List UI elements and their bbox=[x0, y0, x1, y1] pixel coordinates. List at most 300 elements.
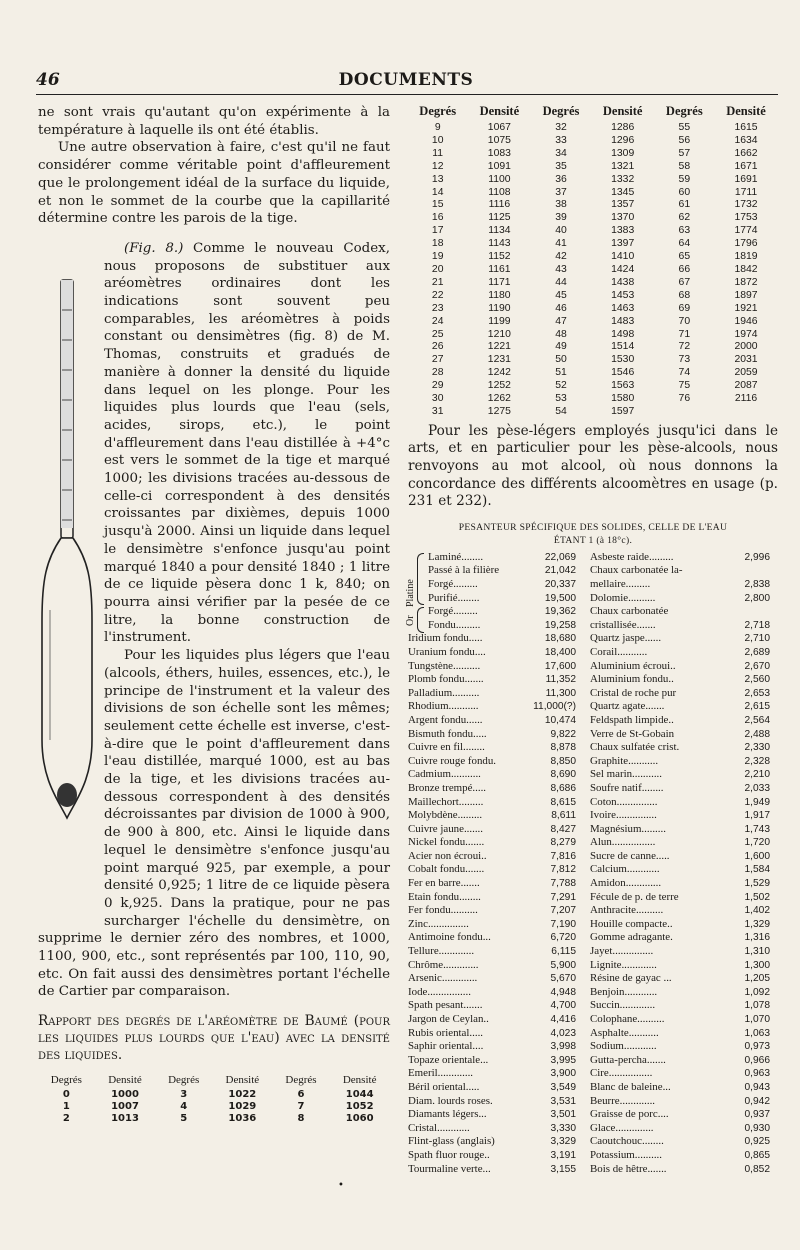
table-row bbox=[408, 741, 778, 755]
table-cell: Diamants légers... bbox=[408, 1108, 487, 1121]
table-cell: 69 bbox=[678, 302, 691, 314]
table-cell: 1044 bbox=[345, 1089, 374, 1101]
table-cell: 56 bbox=[678, 134, 691, 146]
table-cell: 0,865 bbox=[744, 1149, 770, 1161]
table-cell: Sucre de canne..... bbox=[590, 849, 670, 862]
table-cell: Corail........... bbox=[590, 645, 648, 658]
table-row bbox=[408, 863, 778, 877]
rapport-title bbox=[38, 1013, 390, 1064]
table-row bbox=[408, 755, 778, 769]
table-cell: 1662 bbox=[734, 147, 758, 159]
table-cell: 11,000(?) bbox=[533, 701, 576, 713]
table-cell: Aluminium fondu.. bbox=[590, 673, 674, 686]
table-cell: 1252 bbox=[487, 380, 511, 392]
table-cell: 1897 bbox=[734, 289, 758, 301]
or-brace bbox=[417, 607, 424, 633]
table-cell: 18,680 bbox=[544, 633, 576, 645]
table-cell: 2,996 bbox=[744, 551, 770, 563]
table-row bbox=[408, 135, 778, 148]
table-cell: 1286 bbox=[611, 122, 635, 133]
table-cell: 1463 bbox=[611, 302, 635, 314]
table-header-row bbox=[38, 1074, 390, 1089]
table-row bbox=[408, 225, 778, 238]
table-cell: 1921 bbox=[734, 302, 758, 314]
col-header: Densité bbox=[225, 1074, 260, 1087]
table-cell: 55 bbox=[678, 122, 691, 133]
table-row bbox=[408, 551, 778, 565]
table-row bbox=[408, 796, 778, 810]
table-cell: 1083 bbox=[487, 147, 511, 159]
table-cell: Nickel fondu....... bbox=[408, 836, 485, 849]
table-cell: 1453 bbox=[611, 289, 635, 301]
small-table-body bbox=[38, 1089, 390, 1125]
table-cell: 37 bbox=[555, 186, 567, 198]
table-cell: 2,710 bbox=[744, 633, 770, 645]
table-cell: 0,942 bbox=[744, 1095, 770, 1107]
table-cell: Tourmaline verte... bbox=[408, 1162, 491, 1175]
table-cell: Cire................ bbox=[590, 1067, 653, 1080]
table-cell: Passé à la filière bbox=[428, 564, 500, 577]
table-cell: 42 bbox=[555, 251, 567, 263]
table-cell: 71 bbox=[678, 328, 691, 340]
table-cell: 1,310 bbox=[744, 946, 770, 958]
table-cell: 1262 bbox=[487, 393, 511, 405]
table-cell: mellaire......... bbox=[590, 578, 651, 590]
table-cell: 1067 bbox=[487, 122, 511, 133]
table-cell: 7,190 bbox=[550, 918, 576, 930]
figure-block bbox=[38, 240, 390, 1001]
table-cell: 10,474 bbox=[544, 714, 576, 726]
table-cell: 8,279 bbox=[550, 837, 576, 849]
table-cell: 20 bbox=[431, 263, 444, 275]
table-cell: 49 bbox=[555, 341, 567, 353]
table-cell: 60 bbox=[678, 186, 691, 198]
table-cell: 1210 bbox=[487, 328, 511, 340]
table-cell: Bronze trempé..... bbox=[408, 781, 487, 794]
table-cell: cristallisée....... bbox=[590, 618, 656, 631]
table-cell: 2,800 bbox=[744, 592, 770, 604]
col-header: Degrés bbox=[665, 104, 703, 118]
table-cell: 65 bbox=[678, 251, 691, 263]
table-cell: 7,788 bbox=[550, 878, 576, 890]
col-header: Densité bbox=[479, 104, 520, 118]
table-cell: 46 bbox=[555, 302, 567, 314]
table-cell: 47 bbox=[555, 315, 567, 327]
table-row bbox=[408, 238, 778, 251]
table-cell: Rubis oriental..... bbox=[408, 1026, 484, 1039]
table-cell: Fécule de p. de terre bbox=[590, 890, 679, 903]
table-cell: 1108 bbox=[488, 186, 511, 198]
table-row bbox=[408, 782, 778, 796]
table-cell: 1161 bbox=[488, 263, 511, 275]
table-row bbox=[408, 303, 778, 316]
table-row bbox=[408, 290, 778, 303]
table-cell: 1872 bbox=[734, 276, 758, 288]
table-row bbox=[408, 341, 778, 354]
table-cell: Cuivre en fil........ bbox=[408, 741, 485, 754]
table-cell: 72 bbox=[678, 341, 691, 353]
table-row bbox=[408, 891, 778, 905]
table-row bbox=[408, 673, 778, 687]
table-row bbox=[38, 1089, 390, 1101]
table-cell: 2 bbox=[62, 1113, 70, 1125]
table-cell: Diam. lourds roses. bbox=[408, 1094, 493, 1107]
table-row bbox=[408, 1149, 778, 1163]
table-cell: Cobalt fondu....... bbox=[408, 863, 485, 876]
table-cell: 4 bbox=[180, 1101, 188, 1113]
table-cell: 2087 bbox=[734, 380, 758, 392]
table-cell: Feldspath limpide.. bbox=[590, 713, 674, 726]
table-cell: 32 bbox=[555, 122, 567, 133]
table-cell: 1974 bbox=[734, 328, 758, 340]
table-row bbox=[408, 836, 778, 850]
table-cell: 62 bbox=[678, 212, 691, 224]
table-cell: Argent fondu...... bbox=[408, 713, 483, 726]
table-row bbox=[408, 148, 778, 161]
rapport-title-text: Rapport des degrés de l'aréomètre de Baumé (pour les liquides plus lourds que l'eau) avec la densité des liquides. bbox=[38, 1013, 390, 1064]
table-cell: 41 bbox=[555, 238, 567, 250]
table-cell: 1,329 bbox=[744, 918, 770, 930]
table-cell: 1332 bbox=[611, 173, 635, 185]
table-cell: 1,600 bbox=[744, 850, 770, 862]
table-cell: 1546 bbox=[611, 367, 635, 379]
table-cell: 50 bbox=[555, 354, 567, 366]
table-cell: Arsenic............. bbox=[408, 972, 478, 985]
table-row bbox=[408, 199, 778, 212]
specific-gravity-title bbox=[408, 521, 778, 547]
table-cell: Tungstène.......... bbox=[408, 659, 481, 672]
table-cell: 76 bbox=[678, 393, 691, 405]
table-cell: 8,427 bbox=[550, 823, 576, 835]
table-cell: 0,943 bbox=[744, 1081, 770, 1093]
table-cell bbox=[724, 605, 778, 619]
table-cell: Saphir oriental.... bbox=[408, 1040, 484, 1053]
table-cell: 21 bbox=[431, 276, 444, 288]
table-cell: 7,207 bbox=[550, 905, 576, 917]
table-row bbox=[408, 660, 778, 674]
table-row bbox=[408, 972, 778, 986]
table-cell: 1753 bbox=[734, 212, 758, 224]
paragraph-1: ne sont vrais qu'autant qu'on expérimente à la température à laquelle ils ont été établis. bbox=[38, 105, 390, 138]
table-row bbox=[408, 918, 778, 932]
table-cell: 8,615 bbox=[550, 796, 576, 808]
table-cell: 1,502 bbox=[744, 891, 770, 903]
table-cell: Laminé........ bbox=[428, 550, 484, 563]
table-cell: Etain fondu........ bbox=[408, 890, 481, 903]
table-cell: 0,852 bbox=[744, 1163, 770, 1175]
table-cell bbox=[655, 406, 714, 419]
table-cell: 2059 bbox=[734, 367, 758, 379]
table-cell: Spath fluor rouge.. bbox=[408, 1148, 490, 1161]
table-cell: 2,330 bbox=[744, 742, 770, 754]
table-cell: 8,690 bbox=[550, 769, 576, 781]
table-cell: 34 bbox=[555, 147, 567, 159]
table-cell: Soufre natif........ bbox=[590, 781, 664, 794]
table-cell: 18,400 bbox=[544, 646, 576, 658]
table-cell: Antimoine fondu... bbox=[408, 931, 491, 944]
table-cell: 1634 bbox=[734, 134, 758, 146]
table-cell: 11 bbox=[432, 147, 444, 159]
table-row bbox=[408, 646, 778, 660]
table-cell: Verre de St-Gobain bbox=[590, 727, 675, 740]
header-rule bbox=[36, 94, 778, 95]
table-cell: 1275 bbox=[487, 405, 511, 417]
table-cell: 0,937 bbox=[744, 1109, 770, 1121]
table-cell: Glace.............. bbox=[590, 1121, 654, 1134]
table-cell: 1296 bbox=[611, 134, 635, 146]
page-mark: • bbox=[338, 1180, 344, 1191]
table-cell: Maillechort......... bbox=[408, 795, 484, 808]
table-cell: Bismuth fondu..... bbox=[408, 727, 487, 740]
table-cell: Fer fondu.......... bbox=[408, 904, 478, 917]
table-cell bbox=[714, 406, 778, 419]
table-cell: 3 bbox=[180, 1089, 188, 1101]
table-cell: 16 bbox=[431, 212, 444, 224]
table-cell: Lignite............. bbox=[590, 958, 657, 971]
table-cell: Chaux sulfatée crist. bbox=[590, 741, 680, 754]
table-cell: 43 bbox=[555, 263, 567, 275]
table-cell: 8,850 bbox=[550, 755, 576, 767]
table-row bbox=[408, 768, 778, 782]
table-cell: 26 bbox=[431, 341, 444, 353]
table-cell: 1357 bbox=[611, 199, 635, 211]
table-cell: 18 bbox=[431, 238, 444, 250]
table-cell: 31 bbox=[431, 405, 444, 417]
table-cell: 8,686 bbox=[550, 782, 576, 794]
table-cell: 67 bbox=[678, 276, 691, 288]
table-cell: 1410 bbox=[611, 251, 635, 263]
table-cell: 1242 bbox=[487, 367, 511, 379]
table-cell: 2,488 bbox=[744, 728, 770, 740]
table-cell: 8 bbox=[297, 1113, 305, 1125]
table-cell: 59 bbox=[678, 173, 691, 185]
table-cell: 66 bbox=[678, 263, 691, 275]
table-cell: Acier non écroui.. bbox=[408, 849, 487, 862]
table-cell: 3,900 bbox=[550, 1068, 576, 1080]
table-cell: 1231 bbox=[487, 354, 511, 366]
table-cell: 39 bbox=[555, 212, 567, 224]
table-cell: 1,917 bbox=[744, 810, 770, 822]
table-cell: Potassium.......... bbox=[590, 1148, 663, 1161]
table-cell: 61 bbox=[678, 199, 691, 211]
table-cell: 0,966 bbox=[744, 1054, 770, 1066]
table-row bbox=[408, 1040, 778, 1054]
table-cell: 1075 bbox=[487, 134, 511, 146]
table-cell: 3,501 bbox=[550, 1109, 576, 1121]
table-cell: 19 bbox=[431, 251, 444, 263]
table-cell: 1,300 bbox=[744, 959, 770, 971]
table-cell: Aluminium écroui.. bbox=[590, 659, 676, 672]
page-number: 46 bbox=[36, 70, 60, 90]
table-cell: Béril oriental..... bbox=[408, 1080, 480, 1093]
table-cell: 1946 bbox=[734, 315, 758, 327]
figure-ref: (Fig. 8.) bbox=[124, 240, 184, 256]
table-cell: 1,092 bbox=[744, 986, 770, 998]
table-cell: 1125 bbox=[488, 212, 511, 224]
table-cell: 9,822 bbox=[550, 728, 576, 740]
table-cell: Dolomie.......... bbox=[590, 591, 656, 604]
col-header: Degrés bbox=[285, 1074, 317, 1087]
table-cell: 0,963 bbox=[744, 1068, 770, 1080]
platine-label: Platine bbox=[405, 579, 416, 607]
table-row bbox=[408, 687, 778, 701]
table-cell: 24 bbox=[431, 315, 444, 327]
col-header: Degrés bbox=[168, 1074, 200, 1087]
table-cell: 1774 bbox=[734, 225, 758, 237]
table-header-row bbox=[408, 104, 778, 122]
table-cell: 15 bbox=[431, 199, 444, 211]
col-header: Densité bbox=[726, 104, 766, 118]
table-cell: Fondu......... bbox=[428, 618, 481, 631]
table-row bbox=[408, 1135, 778, 1149]
table-cell: 4,700 bbox=[550, 1000, 576, 1012]
table-cell: 19,258 bbox=[544, 619, 576, 631]
table-cell: 51 bbox=[555, 367, 567, 379]
table-cell: 45 bbox=[555, 289, 567, 301]
table-cell: 38 bbox=[555, 199, 567, 211]
table-cell: 68 bbox=[678, 289, 691, 301]
table-row bbox=[408, 728, 778, 742]
table-row bbox=[408, 1054, 778, 1068]
table-cell: 57 bbox=[678, 147, 691, 159]
table-cell: 3,155 bbox=[550, 1163, 576, 1175]
table-cell: 2,689 bbox=[744, 646, 770, 658]
table-row bbox=[408, 1095, 778, 1109]
table-cell: 3,995 bbox=[550, 1054, 576, 1066]
table-cell: 22,069 bbox=[544, 551, 576, 563]
platine-brace bbox=[417, 553, 424, 605]
table-cell: 1,078 bbox=[744, 1000, 770, 1012]
densimeter-illustration bbox=[38, 270, 96, 830]
table-row bbox=[408, 700, 778, 714]
table-cell: Ivoire............... bbox=[590, 809, 657, 822]
col-header: Degrés bbox=[542, 104, 580, 118]
table-cell: Anthracite.......... bbox=[590, 904, 664, 917]
table-cell: 2,718 bbox=[744, 619, 770, 631]
table-cell: 1732 bbox=[734, 199, 758, 211]
table-cell: Cuivre rouge fondu. bbox=[408, 754, 497, 767]
table-cell: 17,600 bbox=[544, 660, 576, 672]
table-cell: 1,070 bbox=[744, 1014, 770, 1025]
table-row bbox=[408, 714, 778, 728]
table-cell: Emeril............. bbox=[408, 1067, 474, 1080]
table-cell: 2,838 bbox=[744, 579, 770, 590]
table-cell: 6,115 bbox=[551, 946, 576, 958]
table-cell: 1007 bbox=[111, 1101, 139, 1113]
table-row bbox=[408, 619, 778, 633]
table-row bbox=[408, 986, 778, 1000]
table-cell: 1691 bbox=[734, 173, 758, 185]
table-cell: 75 bbox=[678, 380, 691, 392]
table-cell: 4,023 bbox=[550, 1027, 576, 1039]
table-cell: Fer en barre....... bbox=[408, 877, 480, 890]
table-cell: 1000 bbox=[111, 1089, 139, 1101]
main-table-body bbox=[408, 122, 778, 419]
table-cell: 1563 bbox=[611, 380, 635, 392]
table-cell: 2000 bbox=[734, 341, 758, 353]
table-cell: 0,973 bbox=[744, 1041, 770, 1053]
table-cell: 1013 bbox=[111, 1113, 139, 1125]
table-cell: Zinc............... bbox=[408, 917, 469, 930]
table-cell: 1615 bbox=[734, 122, 758, 133]
table-cell: 1796 bbox=[734, 238, 758, 250]
table-cell: 19,362 bbox=[544, 606, 576, 618]
table-cell: 1424 bbox=[611, 263, 635, 275]
table-cell: 27 bbox=[431, 354, 444, 366]
table-cell: 2,564 bbox=[744, 714, 770, 726]
table-cell: 21,042 bbox=[544, 565, 576, 577]
table-cell: Forgé......... bbox=[428, 578, 478, 590]
specific-gravity-title-line-1: PESANTEUR SPÉCIFIQUE DES SOLIDES, CELLE DE L'EAU bbox=[458, 521, 728, 533]
table-cell: 1199 bbox=[488, 315, 511, 327]
specific-gravity-block bbox=[405, 550, 778, 1176]
page-header bbox=[36, 70, 776, 92]
left-column bbox=[38, 104, 390, 1125]
table-cell: Calcium............ bbox=[590, 863, 660, 876]
table-cell: 3,191 bbox=[550, 1149, 576, 1161]
table-cell bbox=[724, 564, 778, 578]
table-cell: 0 bbox=[62, 1089, 70, 1101]
specific-gravity-body bbox=[408, 551, 778, 1176]
table-cell: 3,330 bbox=[550, 1122, 576, 1134]
table-cell: Cuivre jaune....... bbox=[408, 822, 484, 835]
table-cell: Plomb fondu....... bbox=[408, 673, 484, 686]
table-cell: 13 bbox=[431, 173, 444, 185]
table-cell: 63 bbox=[678, 225, 691, 237]
table-row bbox=[408, 1027, 778, 1041]
table-cell: 2,670 bbox=[744, 660, 770, 672]
table-cell: 23 bbox=[431, 302, 444, 314]
right-column bbox=[405, 104, 778, 1176]
baume-table-small bbox=[38, 1074, 390, 1125]
col-header: Densité bbox=[602, 104, 643, 118]
table-cell: Résine de gayac ... bbox=[590, 972, 672, 985]
table-cell: 1190 bbox=[488, 302, 511, 314]
table-row bbox=[408, 999, 778, 1013]
table-row bbox=[408, 277, 778, 290]
col-header: Densité bbox=[342, 1074, 377, 1087]
table-row bbox=[408, 592, 778, 606]
table-cell: 1100 bbox=[488, 173, 511, 185]
table-cell: 1 bbox=[62, 1101, 70, 1113]
paragraph-4: Pour les liquides plus légers que l'eau (alcools, éthers, huiles, essences, etc.), le principe de l'instrument et la valeur des divisions de son échelle sont les mêmes; seulement cette échelle est inverse, c'est-à-dire que le point d'affleurement dans l'eau distillée, marqué 1000, est au bas de la tige, et les divisions tracées au-dessous correspondent à des densités décroissantes par division de 1000 à 900, de 900 à 800, etc. Ainsi le liquide dans lequel le densimètre s'enfonce jusqu'au point marqué 925, par exemple, a pour densité 0,925; 1 litre de ce liquide pèsera 0 k,925. Dans la pratique, pour ne pas surcharger l'échelle du densimètre, on supprime le dernier zéro des nombres, et 1000, 1100, 900, etc., sont représentés par 100, 110, 90, etc. On fait aussi des densimètres portant l'échelle de Cartier par comparaison. bbox=[38, 648, 390, 1000]
table-cell: Alun................ bbox=[590, 836, 656, 849]
table-cell: 1152 bbox=[488, 251, 511, 263]
table-cell: 28 bbox=[431, 367, 444, 379]
table-row bbox=[408, 122, 778, 135]
table-row bbox=[408, 1108, 778, 1122]
table-cell: 1052 bbox=[345, 1101, 374, 1113]
table-cell: 2,615 bbox=[744, 701, 770, 713]
table-cell: Colophane.......... bbox=[590, 1013, 665, 1025]
table-cell: 2,560 bbox=[744, 674, 770, 686]
table-row bbox=[408, 1081, 778, 1095]
table-cell: 1060 bbox=[345, 1113, 374, 1125]
table-cell: Blanc de baleine... bbox=[590, 1080, 671, 1093]
table-cell: Sodium............ bbox=[590, 1040, 657, 1053]
table-cell: 0,925 bbox=[744, 1136, 770, 1148]
table-cell: 1483 bbox=[611, 315, 635, 327]
table-cell: 1530 bbox=[611, 354, 635, 366]
table-cell: 36 bbox=[555, 173, 567, 185]
table-cell: Palladium.......... bbox=[408, 686, 480, 699]
table-cell: 7 bbox=[297, 1101, 305, 1113]
table-cell: 33 bbox=[555, 134, 567, 146]
table-cell: Jargon de Ceylan.. bbox=[408, 1013, 489, 1025]
table-cell: 7,291 bbox=[550, 891, 576, 903]
table-cell: Benjoin............ bbox=[590, 985, 658, 998]
col-header: Densité bbox=[108, 1074, 142, 1087]
